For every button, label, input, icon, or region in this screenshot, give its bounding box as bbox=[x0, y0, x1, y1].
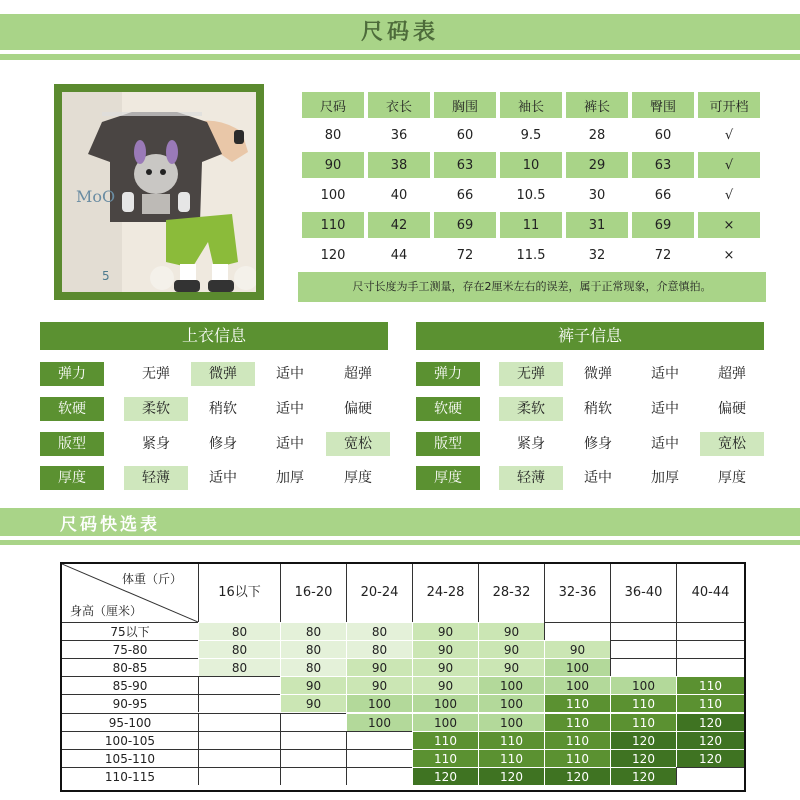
height-header: 95-100 bbox=[62, 713, 198, 731]
size-table bbox=[298, 88, 764, 272]
header-cell: 可开档 bbox=[698, 92, 760, 118]
cell: 32 bbox=[588, 247, 606, 263]
size-cell: 100 bbox=[544, 676, 610, 694]
cell: 30 bbox=[588, 187, 606, 203]
cell: 69 bbox=[434, 212, 496, 238]
size-cell: 90 bbox=[478, 622, 544, 640]
pants-info-label: 软硬 bbox=[416, 397, 480, 421]
cell: 10.5 bbox=[516, 187, 546, 203]
pants-info-option: 适中 bbox=[584, 470, 612, 486]
weight-header: 20-24 bbox=[346, 564, 412, 622]
height-header: 100-105 bbox=[62, 731, 198, 749]
cell: 120 bbox=[320, 247, 346, 263]
size-cell bbox=[198, 749, 280, 767]
size-cell: 120 bbox=[412, 767, 478, 785]
header-cell: 尺码 bbox=[302, 92, 364, 118]
height-header: 90-95 bbox=[62, 694, 198, 712]
size-cell bbox=[346, 731, 412, 749]
quick-select-table bbox=[60, 562, 746, 792]
cell: √ bbox=[724, 127, 734, 143]
size-cell: 90 bbox=[478, 658, 544, 676]
weight-header: 32-36 bbox=[544, 564, 610, 622]
pants-info-option: 适中 bbox=[651, 366, 679, 382]
cell: 60 bbox=[456, 127, 474, 143]
size-cell: 90 bbox=[412, 658, 478, 676]
size-cell: 90 bbox=[280, 694, 346, 712]
size-cell bbox=[280, 713, 346, 731]
top-info-option: 偏硬 bbox=[344, 401, 372, 417]
top-info-label: 厚度 bbox=[40, 466, 104, 490]
pants-info-option: 稍软 bbox=[584, 401, 612, 417]
size-cell: 110 bbox=[412, 731, 478, 749]
size-row bbox=[302, 212, 760, 238]
size-cell: 90 bbox=[412, 622, 478, 640]
size-cell: 120 bbox=[676, 713, 744, 731]
size-cell: 120 bbox=[610, 731, 676, 749]
corner-height-label: 身高（厘米） bbox=[70, 604, 143, 618]
pants-info-option: 微弹 bbox=[584, 366, 612, 382]
cell: 66 bbox=[654, 187, 672, 203]
cell: 40 bbox=[390, 187, 408, 203]
size-cell: 110 bbox=[478, 731, 544, 749]
weight-header: 16-20 bbox=[280, 564, 346, 622]
size-cell bbox=[198, 713, 280, 731]
cell: 66 bbox=[456, 187, 474, 203]
cell: 28 bbox=[588, 127, 606, 143]
pants-info-option: 超弹 bbox=[718, 366, 746, 382]
top-info-option: 微弹 bbox=[191, 362, 255, 386]
top-info-label: 软硬 bbox=[40, 397, 104, 421]
pants-info-label: 厚度 bbox=[416, 466, 480, 490]
pants-info-option: 无弹 bbox=[499, 362, 563, 386]
size-cell bbox=[198, 767, 280, 785]
cell: √ bbox=[724, 187, 734, 203]
cell: 69 bbox=[632, 212, 694, 238]
weight-header: 36-40 bbox=[610, 564, 676, 622]
cell: 36 bbox=[390, 127, 408, 143]
photo-sign: 5 bbox=[102, 269, 110, 283]
size-table-header bbox=[302, 92, 760, 118]
size-cell: 120 bbox=[610, 767, 676, 785]
size-cell: 110 bbox=[676, 694, 744, 712]
cell: 10 bbox=[500, 152, 562, 178]
pants-info-option: 柔软 bbox=[499, 397, 563, 421]
size-cell bbox=[676, 640, 744, 658]
cell: 63 bbox=[632, 152, 694, 178]
cell: 90 bbox=[302, 152, 364, 178]
top-info-option: 紧身 bbox=[142, 436, 170, 452]
pants-info-title: 裤子信息 bbox=[416, 322, 764, 350]
size-cell bbox=[198, 676, 280, 694]
size-cell bbox=[198, 731, 280, 749]
cell: 11.5 bbox=[516, 247, 546, 263]
pants-info-option: 加厚 bbox=[651, 470, 679, 486]
top-info-option: 柔软 bbox=[124, 397, 188, 421]
cell: 72 bbox=[456, 247, 474, 263]
cell: 72 bbox=[654, 247, 672, 263]
weight-header: 16以下 bbox=[198, 564, 280, 622]
cell: 9.5 bbox=[520, 127, 542, 143]
size-cell: 120 bbox=[676, 749, 744, 767]
pants-info-option: 适中 bbox=[651, 436, 679, 452]
size-cell: 100 bbox=[478, 713, 544, 731]
size-cell: 120 bbox=[478, 767, 544, 785]
cell: √ bbox=[698, 152, 760, 178]
top-info-label: 版型 bbox=[40, 432, 104, 456]
header-cell: 臀围 bbox=[632, 92, 694, 118]
weight-header: 28-32 bbox=[478, 564, 544, 622]
height-header: 85-90 bbox=[62, 676, 198, 694]
header-cell: 衣长 bbox=[368, 92, 430, 118]
size-cell: 100 bbox=[346, 694, 412, 712]
size-cell: 100 bbox=[478, 694, 544, 712]
size-cell: 90 bbox=[346, 658, 412, 676]
top-info-option: 适中 bbox=[276, 401, 304, 417]
pants-info-label: 弹力 bbox=[416, 362, 480, 386]
size-cell bbox=[610, 622, 676, 640]
size-cell: 80 bbox=[346, 640, 412, 658]
size-cell bbox=[676, 767, 744, 785]
top-info-option: 加厚 bbox=[276, 470, 304, 486]
size-cell: 110 bbox=[544, 694, 610, 712]
top-info-option: 超弹 bbox=[344, 366, 372, 382]
size-row bbox=[302, 242, 760, 268]
cell: × bbox=[698, 212, 760, 238]
cell: 31 bbox=[566, 212, 628, 238]
header-cell: 胸围 bbox=[434, 92, 496, 118]
size-row bbox=[302, 182, 760, 208]
pants-info-option: 适中 bbox=[651, 401, 679, 417]
size-table-title: 尺码表 bbox=[360, 20, 439, 45]
size-cell: 80 bbox=[198, 640, 280, 658]
size-cell: 80 bbox=[198, 658, 280, 676]
size-cell: 110 bbox=[544, 713, 610, 731]
pants-info-option: 紧身 bbox=[517, 436, 545, 452]
cell: 11 bbox=[500, 212, 562, 238]
top-info-label: 弹力 bbox=[40, 362, 104, 386]
quick-select-title: 尺码快选表 bbox=[60, 515, 160, 535]
top-info-option: 修身 bbox=[209, 436, 237, 452]
size-row bbox=[302, 122, 760, 148]
top-info-option: 厚度 bbox=[344, 470, 372, 486]
size-cell bbox=[676, 658, 744, 676]
size-cell bbox=[676, 622, 744, 640]
pants-info-option: 厚度 bbox=[718, 470, 746, 486]
pants-info-option: 宽松 bbox=[700, 432, 764, 456]
size-cell: 90 bbox=[346, 676, 412, 694]
pants-info-label: 版型 bbox=[416, 432, 480, 456]
size-cell: 110 bbox=[544, 749, 610, 767]
cell: 110 bbox=[302, 212, 364, 238]
size-cell bbox=[346, 767, 412, 785]
size-cell: 80 bbox=[280, 622, 346, 640]
size-cell: 120 bbox=[610, 749, 676, 767]
size-cell: 120 bbox=[676, 731, 744, 749]
size-cell: 90 bbox=[412, 640, 478, 658]
size-cell: 80 bbox=[280, 658, 346, 676]
height-header: 75以下 bbox=[62, 622, 198, 640]
corner-weight-label: 体重（斤） bbox=[122, 572, 183, 586]
weight-header: 24-28 bbox=[412, 564, 478, 622]
photo-tag: MoO bbox=[76, 187, 116, 206]
weight-header: 40-44 bbox=[676, 564, 744, 622]
measurement-note: 尺寸长度为手工测量，存在2厘米左右的误差，属于正常现象，介意慎拍。 bbox=[298, 272, 766, 302]
top-info-option: 宽松 bbox=[326, 432, 390, 456]
cell: 63 bbox=[434, 152, 496, 178]
size-cell bbox=[280, 749, 346, 767]
top-info-option: 适中 bbox=[276, 366, 304, 382]
top-info-option: 稍软 bbox=[209, 401, 237, 417]
height-header: 105-110 bbox=[62, 749, 198, 767]
size-cell: 100 bbox=[544, 658, 610, 676]
size-cell bbox=[610, 658, 676, 676]
size-cell bbox=[280, 767, 346, 785]
size-cell: 100 bbox=[346, 713, 412, 731]
cell: 80 bbox=[324, 127, 342, 143]
size-cell bbox=[198, 694, 280, 712]
size-cell: 120 bbox=[544, 767, 610, 785]
size-row bbox=[302, 152, 760, 178]
product-illustration bbox=[62, 92, 256, 292]
pants-info-option: 修身 bbox=[584, 436, 612, 452]
size-cell: 100 bbox=[412, 713, 478, 731]
cell: 29 bbox=[566, 152, 628, 178]
size-cell: 90 bbox=[412, 676, 478, 694]
size-cell: 110 bbox=[544, 731, 610, 749]
pants-info-option: 偏硬 bbox=[718, 401, 746, 417]
height-header: 75-80 bbox=[62, 640, 198, 658]
size-cell bbox=[544, 622, 610, 640]
title-banner-line bbox=[0, 54, 800, 60]
cell: 42 bbox=[368, 212, 430, 238]
size-cell: 100 bbox=[610, 676, 676, 694]
header-cell: 裤长 bbox=[566, 92, 628, 118]
size-cell: 90 bbox=[280, 676, 346, 694]
pants-info-option: 轻薄 bbox=[499, 466, 563, 490]
size-cell: 110 bbox=[676, 676, 744, 694]
size-cell: 110 bbox=[610, 713, 676, 731]
size-cell: 80 bbox=[346, 622, 412, 640]
size-cell: 90 bbox=[478, 640, 544, 658]
top-info-option: 适中 bbox=[276, 436, 304, 452]
size-cell: 110 bbox=[610, 694, 676, 712]
height-header: 110-115 bbox=[62, 767, 198, 785]
top-info-option: 无弹 bbox=[142, 366, 170, 382]
top-info-option: 轻薄 bbox=[124, 466, 188, 490]
size-cell bbox=[280, 731, 346, 749]
cell: 38 bbox=[368, 152, 430, 178]
size-cell: 100 bbox=[412, 694, 478, 712]
top-info-title: 上衣信息 bbox=[40, 322, 388, 350]
height-header: 80-85 bbox=[62, 658, 198, 676]
size-cell: 110 bbox=[478, 749, 544, 767]
quick-banner-line bbox=[0, 540, 800, 545]
size-cell bbox=[346, 749, 412, 767]
size-cell: 110 bbox=[412, 749, 478, 767]
top-info-option: 适中 bbox=[209, 470, 237, 486]
size-cell bbox=[610, 640, 676, 658]
header-cell: 袖长 bbox=[500, 92, 562, 118]
cell: × bbox=[723, 247, 735, 263]
cell: 100 bbox=[320, 187, 346, 203]
product-photo bbox=[54, 84, 264, 300]
cell: 60 bbox=[654, 127, 672, 143]
size-cell: 90 bbox=[544, 640, 610, 658]
size-cell: 80 bbox=[198, 622, 280, 640]
cell: 44 bbox=[390, 247, 408, 263]
size-cell: 100 bbox=[478, 676, 544, 694]
size-cell: 80 bbox=[280, 640, 346, 658]
